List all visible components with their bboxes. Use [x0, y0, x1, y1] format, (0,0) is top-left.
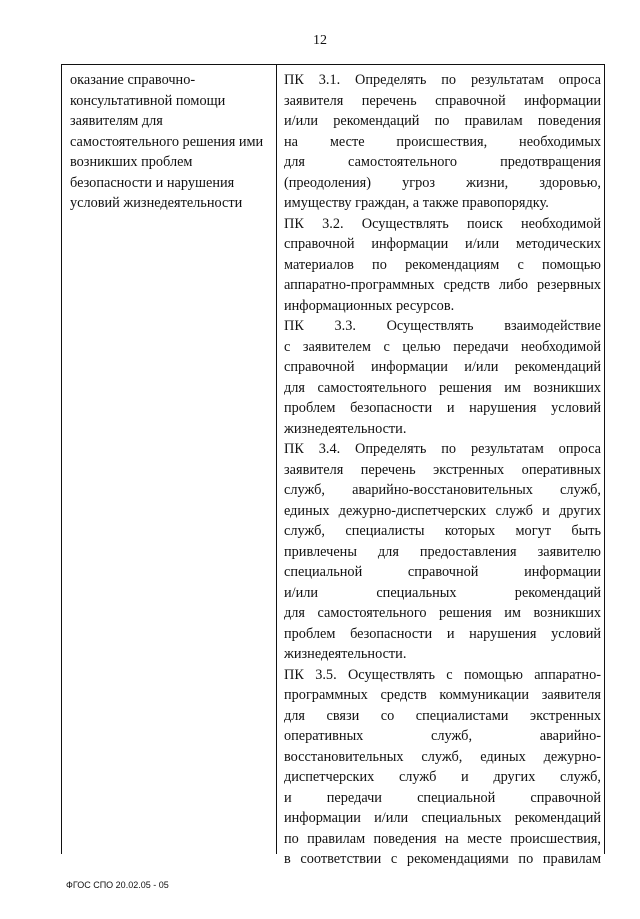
- activity-cell: [70, 70, 274, 214]
- competency-line: для связи со специалистами экстренных: [284, 707, 601, 724]
- competency-line: диспетчерских служб и других служб,: [284, 769, 601, 785]
- page-number: 12: [313, 33, 327, 48]
- competency-line: и/или рекомендаций по правилам поведения: [284, 113, 601, 129]
- competency-line: аппаратно-программных средств либо резервных: [284, 277, 601, 293]
- competency-line: привлечены для предоставления заявителю: [284, 543, 601, 560]
- competency-line: служб, аварийно-восстановительных служб,: [284, 482, 601, 498]
- competency-line: материалов по рекомендациям с помощью: [284, 256, 601, 273]
- competency-line: по правилам поведения на месте происшествия,: [284, 830, 601, 847]
- competency-line: имуществу граждан, а также правопорядку.: [284, 195, 549, 211]
- competency-line: информационных ресурсов.: [284, 297, 455, 314]
- competency-pk-3-2: [284, 214, 601, 317]
- competency-line: ПК 3.5. Осуществлять с помощью аппаратно-: [284, 666, 601, 683]
- competency-line: для самостоятельного предотвращения: [284, 154, 601, 170]
- competency-line: единых дежурно-диспетчерских служб и других: [284, 502, 601, 519]
- activity-line: консультативной помощи: [70, 92, 226, 109]
- competency-line: справочной информации и/или рекомендаций: [284, 359, 601, 375]
- competency-line: программных средств коммуникации заявителя: [284, 687, 601, 703]
- competency-line: информации и/или специальных рекомендаций: [284, 810, 601, 826]
- activity-line: возникших проблем: [70, 154, 193, 170]
- competency-line: для самостоятельного решения им возникших: [284, 605, 601, 621]
- competency-pk-3-4: [284, 439, 601, 665]
- activity-line: самостоятельного решения ими: [70, 133, 264, 150]
- competency-line: восстановительных служб, единых дежурно-: [284, 748, 601, 765]
- competency-line: в соответствии с рекомендациями по правилам: [284, 851, 601, 867]
- activity-line: безопасности и нарушения: [70, 174, 235, 191]
- competency-line: и/или специальных рекомендаций: [284, 584, 601, 601]
- competencies-cell: [284, 70, 601, 870]
- activity-line: условий жизнедеятельности: [70, 195, 243, 211]
- competency-pk-3-3: [284, 316, 601, 439]
- competency-line: жизнедеятельности.: [284, 646, 407, 662]
- competency-line: для самостоятельного решения им возникших: [284, 379, 601, 396]
- competency-table: [61, 64, 605, 867]
- activity-line: оказание справочно-: [70, 72, 196, 88]
- competency-line: справочной информации и/или методических: [284, 236, 601, 252]
- document-footer: ФГОС СПО 20.02.05 - 05: [66, 880, 169, 890]
- competency-line: и передачи специальной справочной: [284, 789, 601, 806]
- competency-line: жизнедеятельности.: [284, 420, 407, 437]
- competency-line: (преодоления) угроз жизни, здоровью,: [284, 174, 601, 191]
- competency-line: заявителя перечень справочной информации: [284, 92, 601, 109]
- competency-line: проблем безопасности и нарушения условий: [284, 400, 601, 416]
- column-divider: [276, 65, 277, 854]
- competency-line: заявителя перечень экстренных оперативных: [284, 461, 601, 478]
- competency-pk-3-1: [284, 70, 601, 214]
- competency-line: с заявителем с целью передачи необходимой: [284, 338, 601, 355]
- competency-line: ПК 3.4. Определять по результатам опроса: [284, 441, 601, 457]
- competency-line: ПК 3.1. Определять по результатам опроса: [284, 72, 601, 88]
- competency-line: ПК 3.2. Осуществлять поиск необходимой: [284, 215, 601, 232]
- competency-pk-3-5: [284, 665, 601, 870]
- competency-line: ПК 3.3. Осуществлять взаимодействие: [284, 318, 601, 334]
- competency-line: служб, специалисты которых могут быть: [284, 523, 601, 539]
- competency-line: проблем безопасности и нарушения условий: [284, 625, 601, 642]
- competency-line: специальной справочной информации: [284, 564, 601, 580]
- competency-line: на месте происшествия, необходимых: [284, 133, 601, 150]
- competency-line: оперативных служб, аварийно-: [284, 728, 601, 744]
- activity-line: заявителям для: [70, 113, 163, 129]
